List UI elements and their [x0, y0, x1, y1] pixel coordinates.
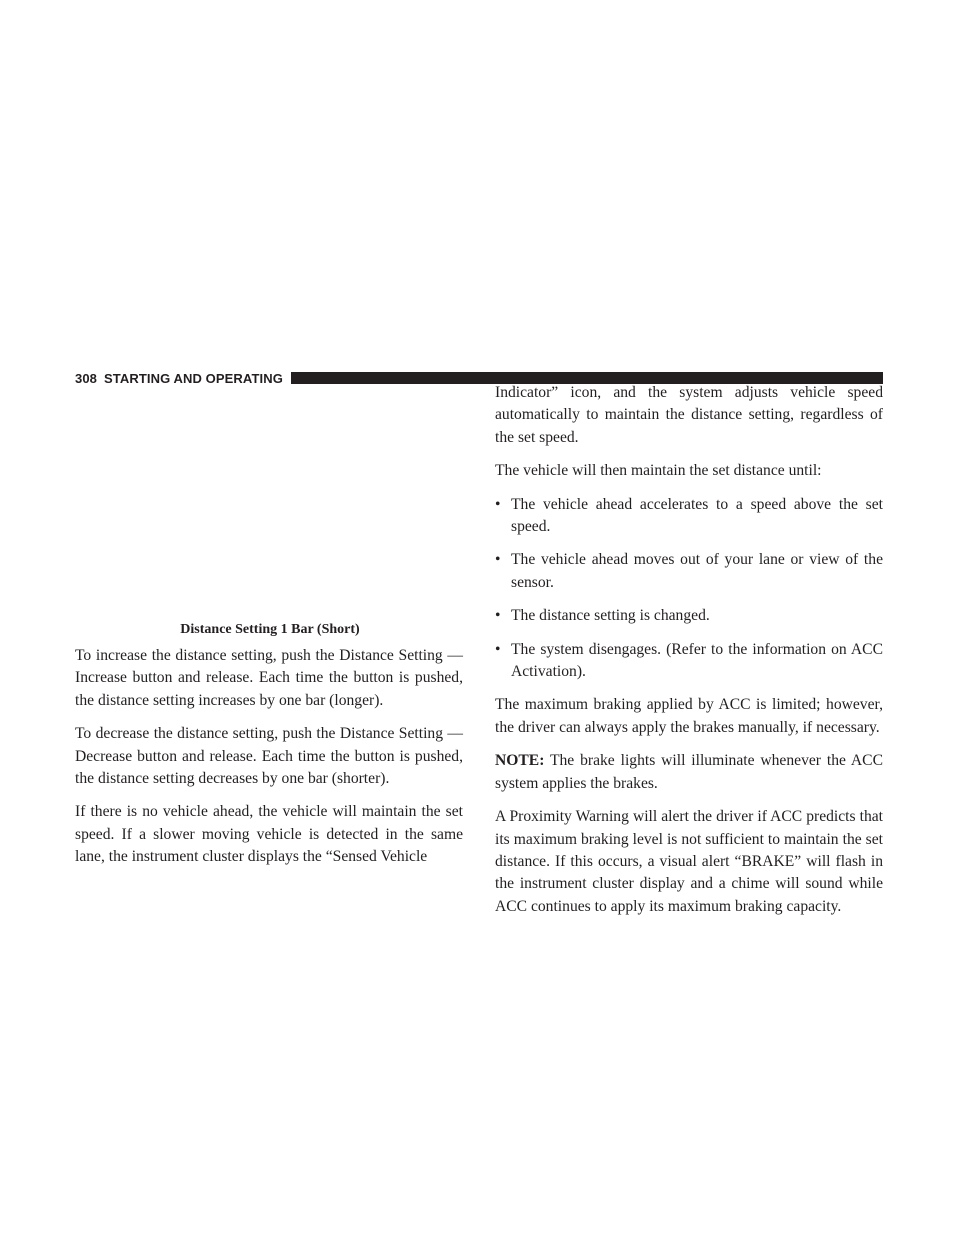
paragraph-continuation: Indicator” icon, and the system adjusts vehicle speed automatically to maintain the distance setting, regardless of the set speed. — [495, 384, 883, 446]
note-label: NOTE: — [495, 752, 545, 770]
list-item: • The vehicle ahead moves out of your lane or view of the sensor. — [495, 549, 883, 594]
paragraph-proximity-warning: A Proximity Warning will alert the driver if ACC predicts that its maximum braking level is not sufficient to maintain the set distance. If this occurs, a visual alert “BRAKE” will flash in the instrument cluster display and a chime will sound while ACC continues to apply its maximum braking capacity. — [495, 808, 883, 915]
right-column — [495, 382, 883, 929]
list-item: • The vehicle ahead accelerates to a speed above the set speed. — [495, 494, 883, 539]
paragraph-max-braking: The maximum braking applied by ACC is limited; however, the driver can always apply the brakes manually, if necessary. — [495, 696, 883, 736]
running-header — [75, 371, 283, 386]
paragraph-no-vehicle-ahead: If there is no vehicle ahead, the vehicle will maintain the set speed. If a slower moving vehicle is detected in the same lane, the instrument cluster displays the “Sensed Vehicle — [75, 803, 463, 866]
page-number: 308 — [75, 370, 97, 386]
figure-caption: Distance Setting 1 Bar (Short) — [180, 622, 360, 637]
list-item: • The distance setting is changed. — [495, 605, 883, 627]
note-paragraph — [495, 750, 883, 795]
figure-placeholder — [75, 398, 465, 616]
paragraph-maintain-intro: The vehicle will then maintain the set distance until: — [495, 462, 822, 480]
note-text: The brake lights will illuminate whenever the ACC system applies the brakes. — [495, 752, 883, 792]
list-item: • The system disengages. (Refer to the information on ACC Activation). — [495, 639, 883, 684]
paragraph-increase-distance: To increase the distance setting, push the Distance Setting — Increase button and release. Each time the button is pushed, the distance setting increases by one bar (longer). — [75, 647, 463, 709]
paragraph-decrease-distance: To decrease the distance setting, push the Distance Setting — Decrease button and release. Each time the button is pushed, the distance setting decreases by one bar (shorter). — [75, 725, 463, 788]
section-title: STARTING AND OPERATING — [104, 370, 283, 386]
left-column — [75, 645, 463, 880]
condition-list — [495, 494, 883, 684]
